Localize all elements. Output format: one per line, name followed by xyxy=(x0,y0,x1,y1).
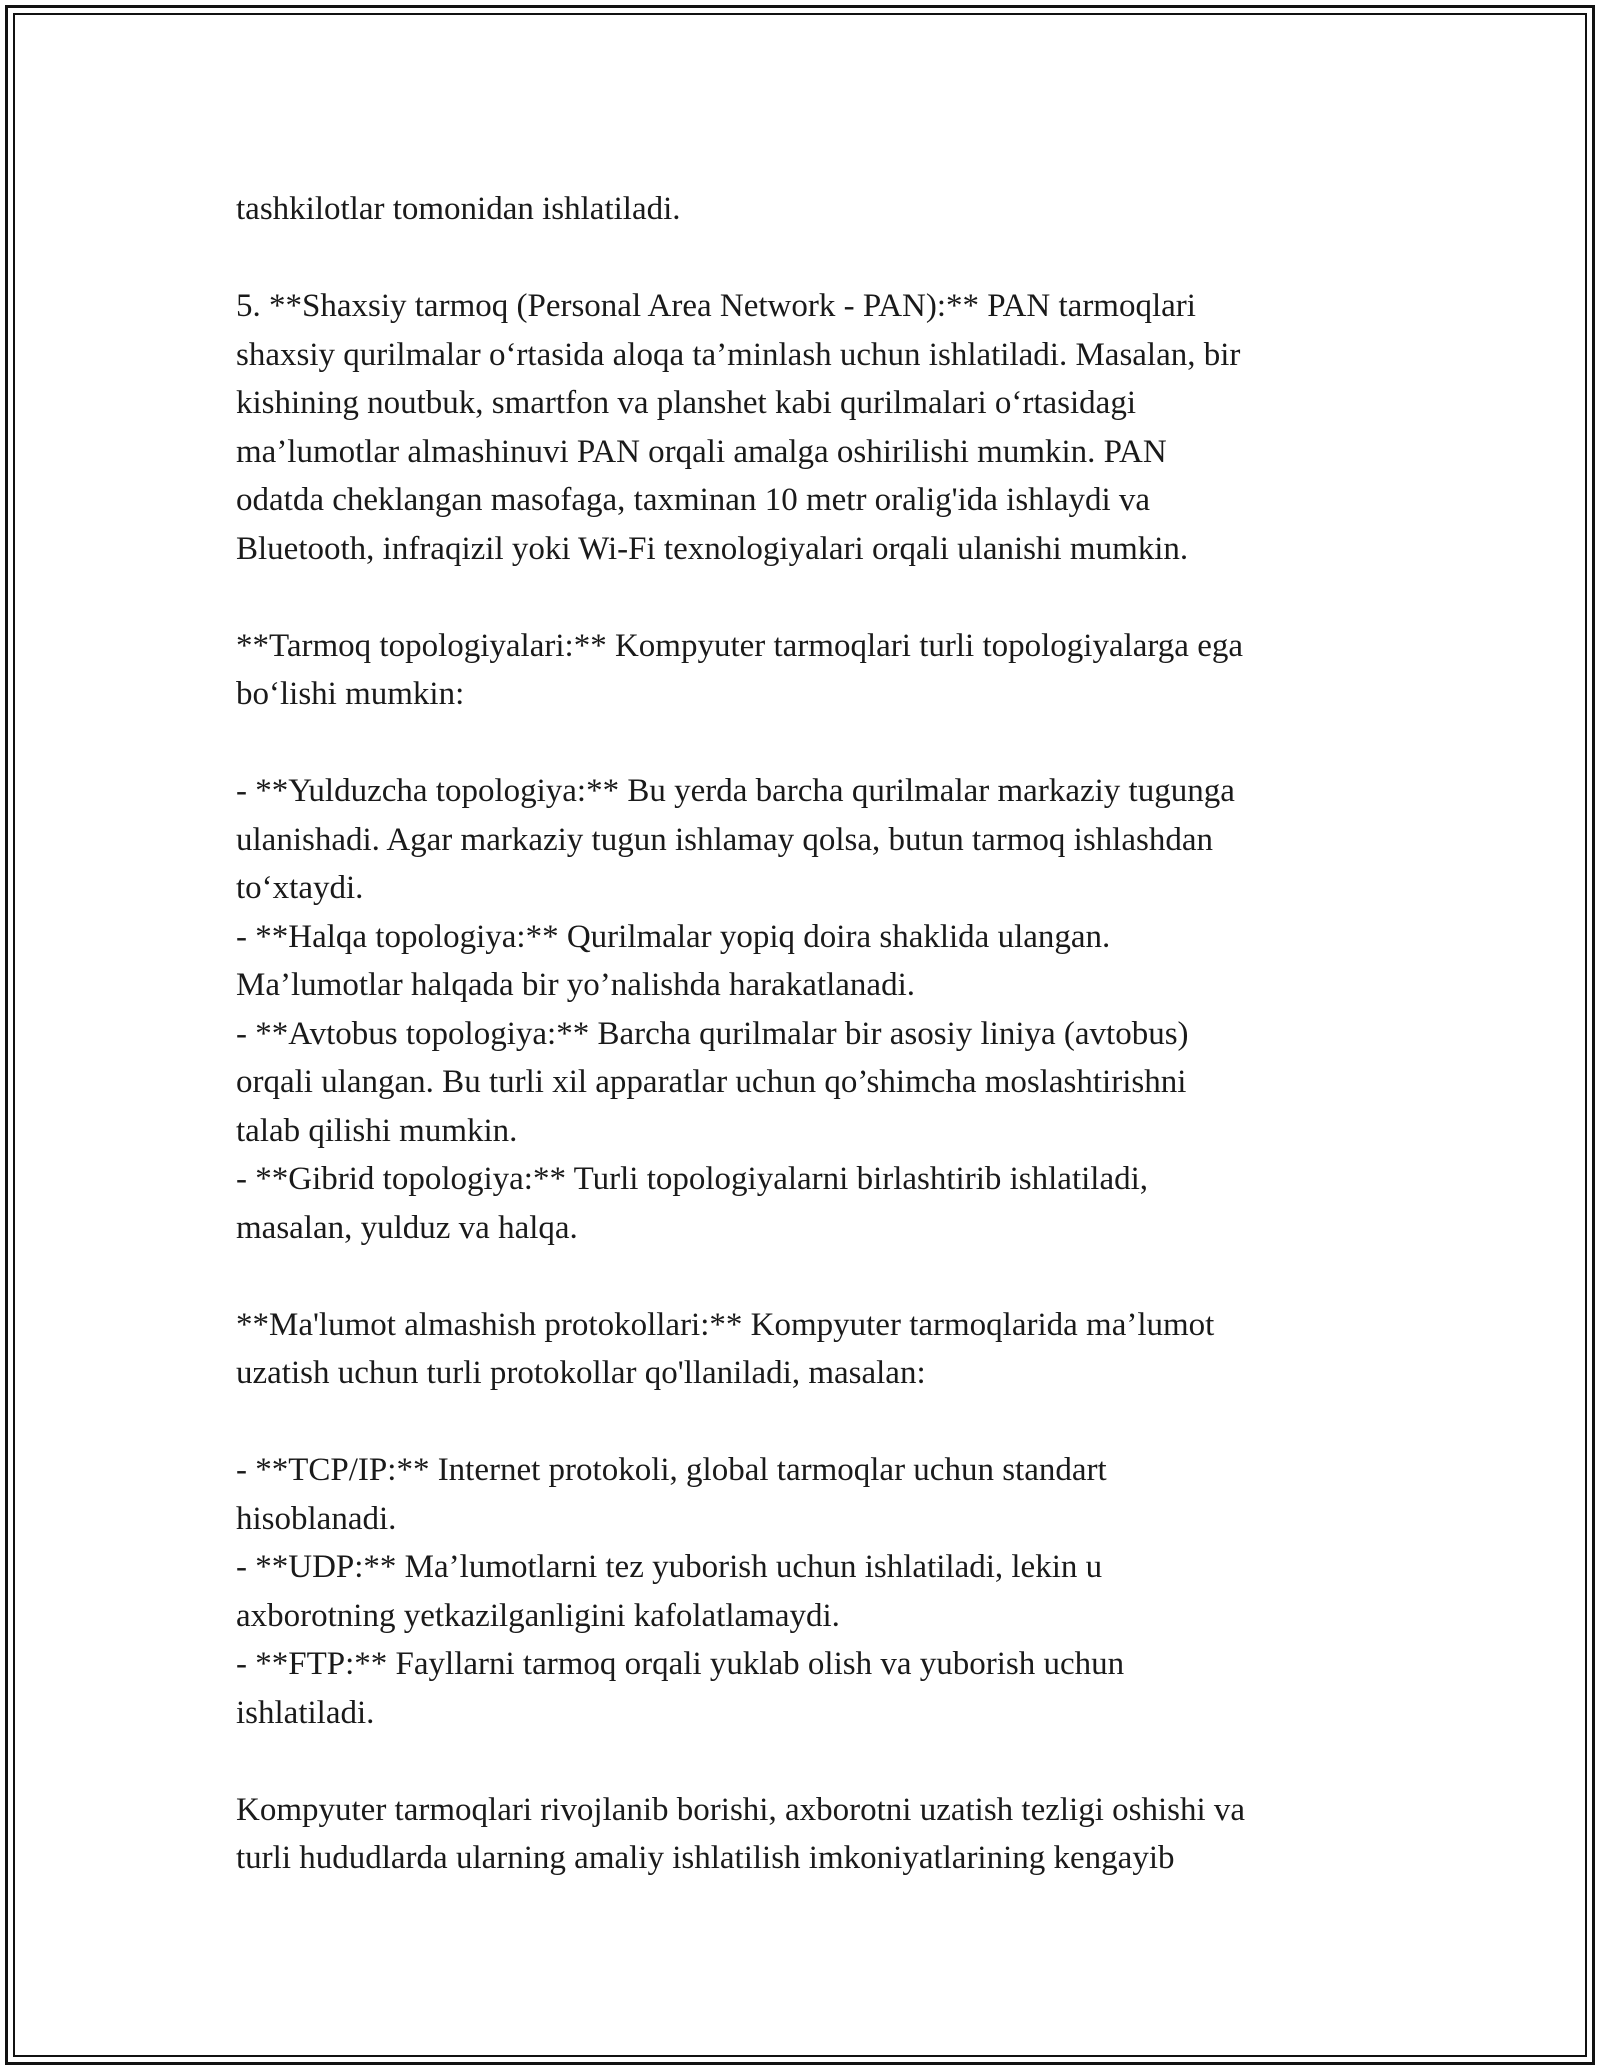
text-line: Bluetooth, infraqizil yoki Wi-Fi texnologiyalari orqali ulanishi mumkin. xyxy=(236,530,1189,567)
text-line: hisoblanadi. xyxy=(236,1500,397,1537)
paragraph-gap xyxy=(236,1737,1386,1786)
text-line: ulanishadi. Agar markaziy tugun ishlamay qolsa, butun tarmoq ishlashdan xyxy=(236,821,1213,858)
paragraph-pan xyxy=(236,282,1386,573)
paragraph-conclusion xyxy=(236,1786,1386,1883)
text-line: **Ma'lumot almashish protokollari:** Kompyuter tarmoqlarida ma’lumot xyxy=(236,1306,1215,1343)
text-line: talab qilishi mumkin. xyxy=(236,1112,518,1149)
text-line: masalan, yulduz va halqa. xyxy=(236,1209,578,1246)
paragraph-gap xyxy=(236,1398,1386,1447)
text-line: uzatish uchun turli protokollar qo'llaniladi, masalan: xyxy=(236,1355,926,1391)
text-line: 5. **Shaxsiy tarmoq (Personal Area Network - PAN):** PAN tarmoqlari xyxy=(236,288,1196,324)
text-line: to‘xtaydi. xyxy=(236,870,364,906)
paragraph-protocols-intro xyxy=(236,1301,1386,1398)
text-line: - **Avtobus topologiya:** Barcha qurilmalar bir asosiy liniya (avtobus) xyxy=(236,1015,1189,1052)
text-line: odatda cheklangan masofaga, taxminan 10 metr oralig'ida ishlaydi va xyxy=(236,482,1151,518)
text-line: turli hududlarda ularning amaliy ishlatilish imkoniyatlarining kengayib xyxy=(236,1840,1175,1876)
text-line: kishining noutbuk, smartfon va planshet kabi qurilmalari o‘rtasidagi xyxy=(236,385,1136,421)
text-line: tashkilotlar tomonidan ishlatiladi. xyxy=(236,191,681,227)
paragraph-topologies-intro xyxy=(236,622,1386,719)
document-body xyxy=(236,185,1386,1883)
text-line: - **Gibrid topologiya:** Turli topologiyalarni birlashtirib ishlatiladi, xyxy=(236,1161,1149,1197)
text-line: - **Yulduzcha topologiya:** Bu yerda barcha qurilmalar markaziy tugunga xyxy=(236,773,1235,809)
paragraph-gap xyxy=(236,1252,1386,1301)
text-line: bo‘lishi mumkin: xyxy=(236,676,465,712)
text-line: ishlatiladi. xyxy=(236,1694,375,1731)
text-line: - **UDP:** Ma’lumotlarni tez yuborish uchun ishlatiladi, lekin u xyxy=(236,1549,1103,1585)
text-line: - **Halqa topologiya:** Qurilmalar yopiq doira shaklida ulangan. xyxy=(236,918,1111,955)
list-protocols xyxy=(236,1446,1386,1737)
text-line: orqali ulangan. Bu turli xil apparatlar uchun qo’shimcha moslashtirishni xyxy=(236,1064,1187,1100)
text-line: Ma’lumotlar halqada bir yo’nalishda harakatlanadi. xyxy=(236,967,915,1003)
text-line: shaxsiy qurilmalar o‘rtasida aloqa ta’minlash uchun ishlatiladi. Masalan, bir xyxy=(236,336,1241,373)
text-line: - **FTP:** Fayllarni tarmoq orqali yuklab olish va yuborish uchun xyxy=(236,1646,1125,1682)
text-line: Kompyuter tarmoqlari rivojlanib borishi, axborotni uzatish tezligi oshishi va xyxy=(236,1791,1246,1828)
text-line: axborotning yetkazilganligini kafolatlamaydi. xyxy=(236,1597,840,1634)
text-line: ma’lumotlar almashinuvi PAN orqali amalga oshirilishi mumkin. PAN xyxy=(236,433,1167,470)
paragraph-gap xyxy=(236,719,1386,768)
text-line: **Tarmoq topologiyalari:** Kompyuter tarmoqlari turli topologiyalarga ega xyxy=(236,627,1243,664)
text-line: - **TCP/IP:** Internet protokoli, global tarmoqlar uchun standart xyxy=(236,1452,1107,1488)
list-topologies xyxy=(236,767,1386,1252)
paragraph-continuation xyxy=(236,185,1386,234)
paragraph-gap xyxy=(236,234,1386,283)
paragraph-gap xyxy=(236,573,1386,622)
